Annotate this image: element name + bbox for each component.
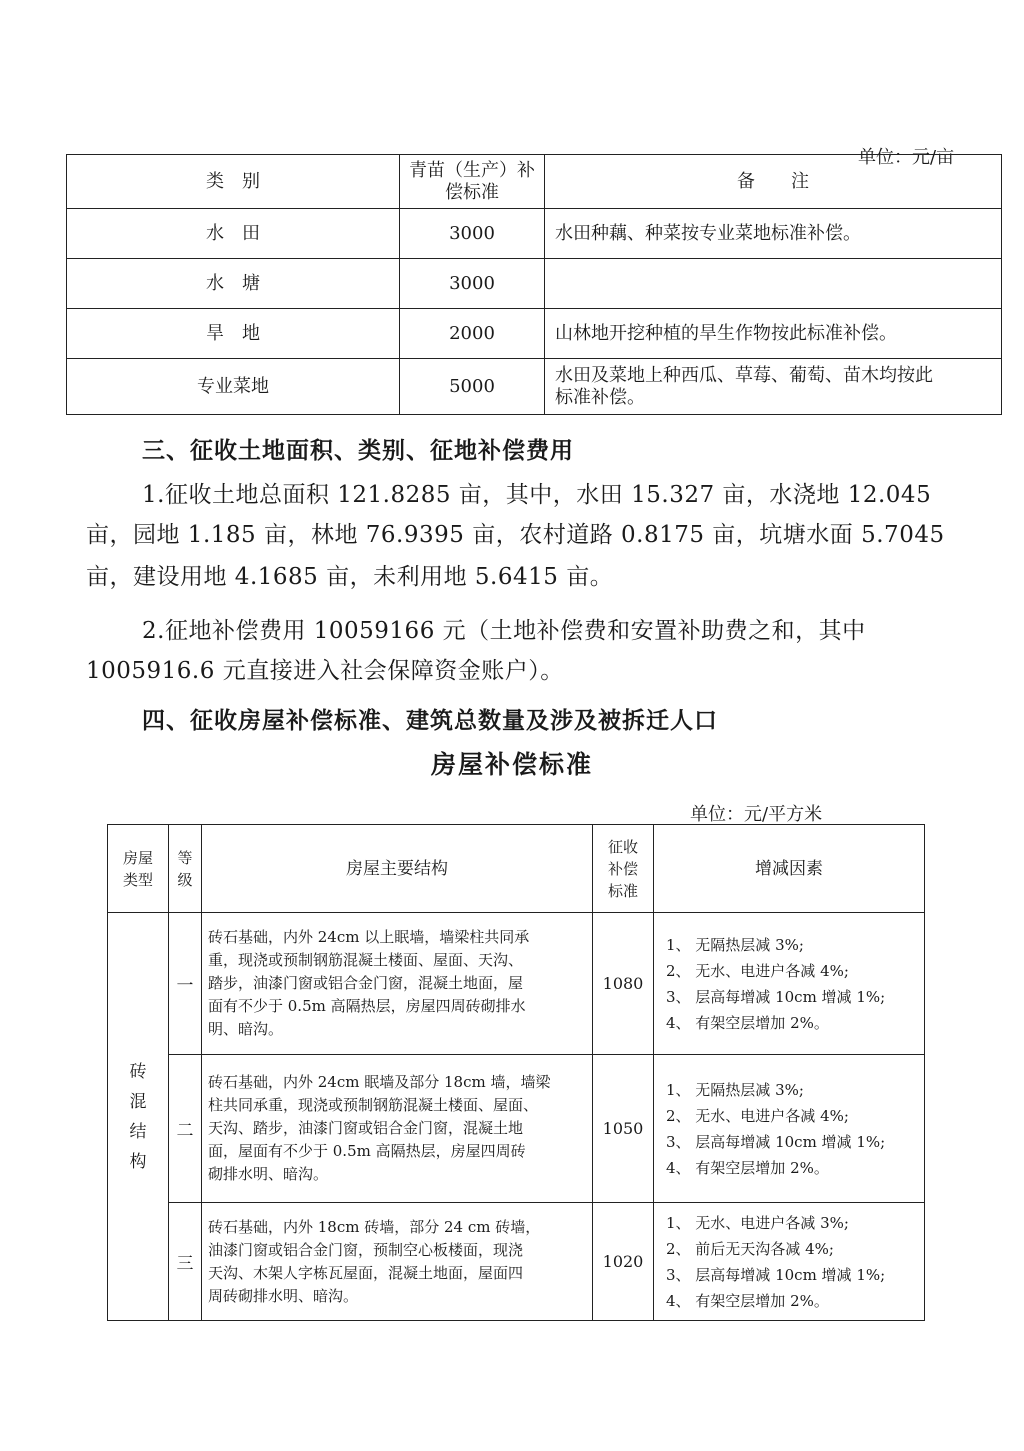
cell-standard: 1020 [593,1203,654,1321]
factor-item: 4、 有架空层增加 2%。 [666,1291,829,1310]
factor-item: 2、 无水、电进户各减 4%; [666,961,849,980]
structure-line: 天沟、踏步，油漆门窗或铝合金门窗，混凝土地 [208,1119,524,1137]
section3-p2-line1: 2.征地补偿费用 10059166 元（土地补偿费和安置补助费之和，其中 [142,618,866,644]
structure-line: 砖石基础，内外 18cm 砖墙，部分 24 cm 砖墙， [208,1217,541,1236]
table-row [67,209,1002,259]
structure-line: 面，屋面有不少于 0.5m 高隔热层，房屋四周砖 [208,1142,526,1160]
structure-line: 重，现浇或预制钢筋混凝土楼面、屋面、天沟、 [208,951,524,969]
structure-line: 周砖砌排水明、暗沟。 [208,1286,359,1305]
cell-grade: 二 [169,1055,202,1203]
cell-factors [654,1055,925,1203]
cell-factors [654,913,925,1055]
house-type-char: 砖 [129,1061,147,1082]
table-header-row [67,155,1002,209]
cell-standard: 1080 [593,913,654,1055]
house-compensation-table [107,824,925,1321]
structure-line: 砖石基础，内外 24cm 以上眠墙，墙梁柱共同承 [208,928,530,946]
cell-grade: 三 [169,1203,202,1321]
table-row [67,309,1002,359]
table2-title: 房屋补偿标准 [430,750,593,779]
cell-structure [202,1203,593,1321]
header-standard-line1: 征收 [607,837,638,856]
table2-unit: 单位：元/平方米 [690,804,823,825]
header-house-type-line1: 房屋 [122,848,153,867]
section3-heading: 三、征收土地面积、类别、征地补偿费用 [142,437,574,464]
table-row [67,359,1002,415]
structure-line: 明、暗沟。 [208,1020,284,1038]
header-house-type [108,825,169,913]
cell-category: 水 田 [67,209,400,259]
factor-item: 4、 有架空层增加 2%。 [666,1158,829,1177]
header-house-type-line2: 类型 [122,870,153,889]
house-type-char: 混 [129,1091,147,1112]
header-factors: 增减因素 [654,825,925,913]
header-standard-line2: 补偿 [607,859,638,878]
table-row [67,259,1002,309]
cell-remark-line2: 标准补偿。 [555,386,645,408]
cell-house-type [108,913,169,1321]
factor-item: 3、 层高每增减 10cm 增减 1%; [666,1132,886,1151]
cell-standard: 3000 [400,259,545,309]
factor-item: 2、 前后无天沟各减 4%; [666,1239,834,1258]
cell-remark: 山林地开挖种植的旱生作物按此标准补偿。 [545,309,1002,359]
structure-line: 砌排水明、暗沟。 [208,1165,329,1183]
cell-category: 旱 地 [67,309,400,359]
structure-line: 踏步，油漆门窗或铝合金门窗，混凝土地面，屋 [208,974,524,992]
header-grade-line2: 级 [177,870,193,889]
header-grade-line1: 等 [177,848,193,867]
factor-item: 4、 有架空层增加 2%。 [666,1013,829,1032]
cell-standard: 2000 [400,309,545,359]
table-row [108,1203,925,1321]
structure-line: 面有不少于 0.5m 高隔热层，房屋四周砖砌排水 [208,997,526,1015]
factor-item: 2、 无水、电进户各减 4%; [666,1106,849,1125]
factor-item: 1、 无隔热层减 3%; [666,935,804,954]
section4-heading: 四、征收房屋补偿标准、建筑总数量及涉及被拆迁人口 [142,707,718,734]
structure-line: 柱共同承重，现浇或预制钢筋混凝土楼面、屋面、 [208,1096,539,1114]
house-type-char: 构 [129,1151,147,1172]
factor-item: 1、 无水、电进户各减 3%; [666,1213,849,1232]
header-grade [169,825,202,913]
table1-unit: 单位：元/亩 [858,147,955,168]
cell-remark: 水田种藕、种菜按专业菜地标准补偿。 [545,209,1002,259]
cell-factors [654,1203,925,1321]
cell-structure [202,913,593,1055]
factor-item: 3、 层高每增减 10cm 增减 1%; [666,1265,886,1284]
factor-item: 3、 层高每增减 10cm 增减 1%; [666,987,886,1006]
cell-standard: 1050 [593,1055,654,1203]
section3-p1-line2: 亩，园地 1.185 亩，林地 76.9395 亩，农村道路 0.8175 亩，坑塘水面 5.7045 [86,522,945,548]
structure-line: 砖石基础，内外 24cm 眠墙及部分 18cm 墙，墙梁 [208,1073,551,1091]
header-standard-line2: 偿标准 [445,181,499,203]
header-standard-line3: 标准 [607,881,638,900]
structure-line: 天沟、木架人字栋瓦屋面，混凝土地面，屋面四 [208,1263,524,1282]
table-row [108,913,925,1055]
cell-remark [545,259,1002,309]
cell-standard: 3000 [400,209,545,259]
header-structure: 房屋主要结构 [202,825,593,913]
cell-remark-line1: 水田及菜地上种西瓜、草莓、葡萄、苗木均按此 [555,364,933,386]
structure-line: 油漆门窗或铝合金门窗，预制空心板楼面，现浇 [208,1240,524,1259]
header-standard [593,825,654,913]
cell-structure [202,1055,593,1203]
header-standard-line1: 青苗（生产）补 [409,159,535,181]
section3-p1-line3: 亩，建设用地 4.1685 亩，未利用地 5.6415 亩。 [86,564,614,590]
factor-item: 1、 无隔热层减 3%; [666,1080,804,1099]
section3-p2-line2: 1005916.6 元直接进入社会保障资金账户）。 [86,658,564,684]
table-header-row [108,825,925,913]
cell-category: 专业菜地 [67,359,400,415]
seedling-compensation-table [66,154,1002,415]
cell-standard: 5000 [400,359,545,415]
header-remark: 备 注 [545,155,1002,209]
header-category: 类 别 [67,155,400,209]
cell-category: 水 塘 [67,259,400,309]
table-row [108,1055,925,1203]
header-standard [400,155,545,209]
cell-remark [545,359,1002,415]
section3-p1-line1: 1.征收土地总面积 121.8285 亩，其中，水田 15.327 亩，水浇地 12.045 [142,482,932,508]
house-type-char: 结 [129,1121,147,1142]
cell-grade: 一 [169,913,202,1055]
